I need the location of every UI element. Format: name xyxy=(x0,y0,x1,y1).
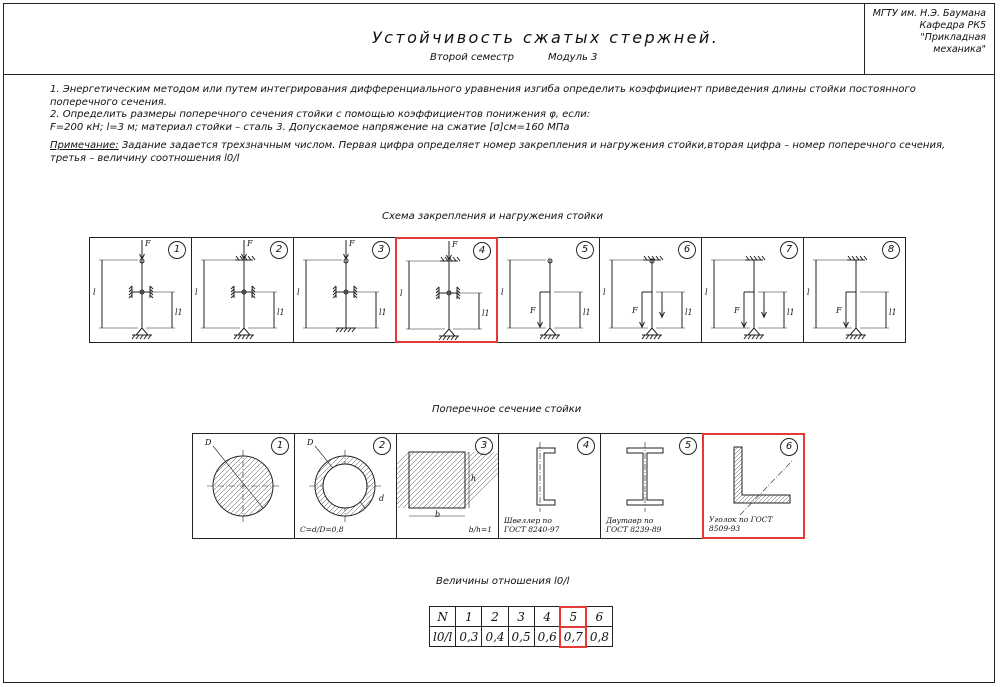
section-note: Двутавр по ГОСТ 8239-89 xyxy=(606,516,662,534)
ratio-header-label: N xyxy=(430,607,456,627)
scheme-number: 5 xyxy=(576,241,594,259)
section-number: 1 xyxy=(271,437,289,455)
schemes-caption: Схема закрепления и нагружения стойки xyxy=(382,211,603,222)
task-item-2: 2. Определить размеры поперечного сечения стойки с помощью коэффициентов понижения φ, если: xyxy=(50,109,591,120)
scheme-number: 2 xyxy=(270,241,288,259)
length1-label: l1 xyxy=(583,308,591,317)
sections-row xyxy=(192,433,804,539)
scheme-number: 1 xyxy=(168,241,186,259)
scheme-number: 3 xyxy=(372,241,390,259)
length1-label: l1 xyxy=(482,309,490,318)
length-label: l xyxy=(807,288,810,297)
diameter-label: D xyxy=(307,438,314,447)
task-note xyxy=(50,140,970,165)
ratio-column-1: 1 xyxy=(456,607,482,627)
ratio-caption: Величины отношения l0/l xyxy=(436,576,570,587)
length-label: l xyxy=(501,288,504,297)
section-note: C=d/D=0,8 xyxy=(300,525,344,534)
diameter-label: D xyxy=(205,438,212,447)
scheme-number: 8 xyxy=(882,241,900,259)
force-label: F xyxy=(247,239,253,248)
ratio-value-4: 0,6 xyxy=(534,627,560,647)
length-label: l xyxy=(93,288,96,297)
ratio-column-3: 3 xyxy=(508,607,534,627)
drawing-sheet xyxy=(3,3,995,683)
length1-label: l1 xyxy=(379,308,387,317)
ratio-value-6: 0,8 xyxy=(586,627,612,647)
length-label: l xyxy=(603,288,606,297)
section-6[interactable] xyxy=(702,433,805,539)
section-note: Швеллер по ГОСТ 8240-97 xyxy=(504,516,560,534)
length1-label: l1 xyxy=(685,308,693,317)
force-label: F xyxy=(145,239,151,248)
force-label: F xyxy=(734,306,740,315)
scheme-number: 4 xyxy=(473,242,491,260)
semester-label: Второй семестр xyxy=(430,52,514,63)
section-number: 6 xyxy=(780,438,798,456)
force-label: F xyxy=(632,306,638,315)
length-label: l xyxy=(297,288,300,297)
length1-label: l1 xyxy=(889,308,897,317)
section-number: 4 xyxy=(577,437,595,455)
page-title: Устойчивость сжатых стержней. xyxy=(372,28,720,47)
section-4[interactable] xyxy=(498,433,601,539)
inner-diameter-label: d xyxy=(379,494,385,503)
org-subject: "Прикладная механика" xyxy=(920,32,986,55)
note-text: Задание задается трехзначным числом. Первая цифра определяет номер закрепления и нагружения стойки,вторая цифра – номер поперечного сечения, третья – величину соотношения l0/l xyxy=(50,140,946,164)
ratio-value-2: 0,4 xyxy=(482,627,508,647)
section-3[interactable] xyxy=(396,433,499,539)
section-number: 3 xyxy=(475,437,493,455)
ratio-value-1: 0,3 xyxy=(456,627,482,647)
ratio-column-4: 4 xyxy=(534,607,560,627)
scheme-4[interactable] xyxy=(395,237,498,343)
ratio-table xyxy=(429,606,613,647)
section-1[interactable] xyxy=(192,433,295,539)
title-block xyxy=(4,4,864,75)
section-note: b/h=1 xyxy=(468,525,492,534)
sections-caption: Поперечное сечение стойки xyxy=(432,404,582,415)
ratio-column-6: 6 xyxy=(586,607,612,627)
scheme-1[interactable] xyxy=(89,237,192,343)
scheme-2[interactable] xyxy=(191,237,294,343)
task-item-1: 1. Энергетическим методом или путем интегрирования дифференциального уравнения изгиба определить коэффициент приведения длины стойки постоянного поперечного сечения. xyxy=(50,84,916,108)
length1-label: l1 xyxy=(277,308,285,317)
scheme-8[interactable] xyxy=(803,237,906,343)
ratio-column-5: 5 xyxy=(560,607,586,627)
section-note: Уголок по ГОСТ 8509-93 xyxy=(709,515,773,533)
ratio-value-label: l0/l xyxy=(430,627,456,647)
length-label: l xyxy=(705,288,708,297)
length1-label: l1 xyxy=(787,308,795,317)
scheme-5[interactable] xyxy=(497,237,600,343)
scheme-7[interactable] xyxy=(701,237,804,343)
scheme-6[interactable] xyxy=(599,237,702,343)
scheme-3[interactable] xyxy=(293,237,396,343)
note-label: Примечание: xyxy=(50,140,119,151)
ratio-value-3: 0,5 xyxy=(508,627,534,647)
length-label: l xyxy=(195,288,198,297)
force-label: F xyxy=(530,306,536,315)
organization-block xyxy=(864,4,994,75)
ratio-column-2: 2 xyxy=(482,607,508,627)
force-label: F xyxy=(452,240,458,249)
width-label: b xyxy=(435,510,441,519)
module-label: Модуль 3 xyxy=(548,52,598,63)
scheme-number: 7 xyxy=(780,241,798,259)
scheme-number: 6 xyxy=(678,241,696,259)
section-number: 2 xyxy=(373,437,391,455)
length-label: l xyxy=(400,289,403,298)
height-label: h xyxy=(471,474,477,483)
task-item-2-params: F=200 кН; l=3 м; материал стойки – сталь 3. Допускаемое напряжение на сжатие [σ]см=160 МПа xyxy=(50,121,570,133)
section-2[interactable] xyxy=(294,433,397,539)
force-label: F xyxy=(836,306,842,315)
force-label: F xyxy=(349,239,355,248)
section-number: 5 xyxy=(679,437,697,455)
section-5[interactable] xyxy=(600,433,703,539)
task-description xyxy=(50,84,970,165)
org-department: Кафедра РК5 xyxy=(919,20,986,31)
length1-label: l1 xyxy=(175,308,183,317)
ratio-value-5: 0,7 xyxy=(560,627,586,647)
org-university: МГТУ им. Н.Э. Баумана xyxy=(872,8,986,19)
schemes-row xyxy=(89,237,905,343)
